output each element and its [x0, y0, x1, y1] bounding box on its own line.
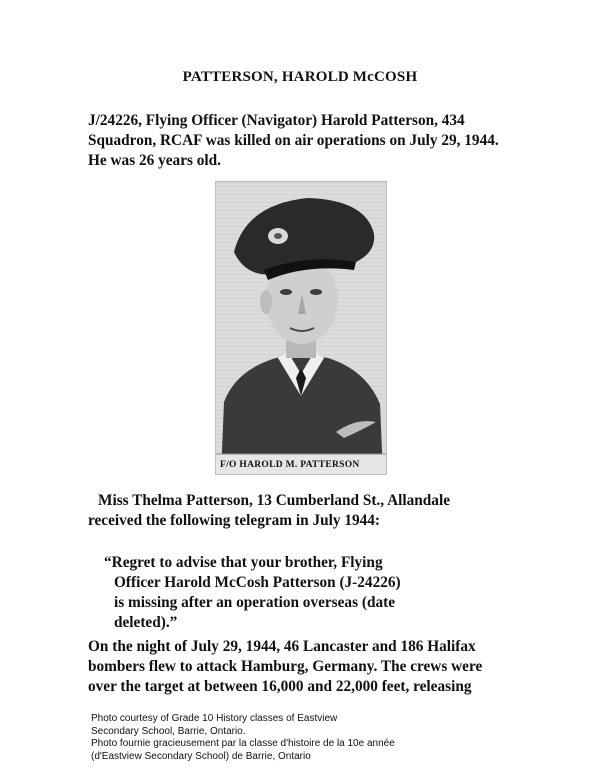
telegram-intro-paragraph — [88, 491, 528, 531]
intro-line: J/24226, Flying Officer (Navigator) Harold Patterson, 434 — [88, 112, 465, 129]
portrait-photo — [215, 181, 387, 475]
credit-line: Photo fournie gracieusement par la classe d'histoire de la 10e année — [91, 738, 395, 749]
narrative-line: On the night of July 29, 1944, 46 Lancaster and 186 Halifax — [88, 638, 476, 655]
intro-line: Squadron, RCAF was killed on air operations on July 29, 1944. — [88, 132, 499, 149]
telegram-intro-line: Miss Thelma Patterson, 13 Cumberland St., Allandale — [98, 492, 450, 509]
credit-line: (d'Eastview Secondary School) de Barrie, Ontario — [91, 750, 311, 762]
intro-paragraph — [88, 111, 528, 171]
telegram-quote — [104, 553, 524, 633]
quote-line: Officer Harold McCosh Patterson (J-24226) — [114, 574, 401, 591]
quote-line: deleted).” — [114, 614, 178, 631]
credit-line: Photo courtesy of Grade 10 History classes of Eastview — [91, 713, 338, 724]
narrative-line: over the target at between 16,000 and 22,000 feet, releasing — [88, 678, 472, 695]
photo-credits — [91, 713, 571, 763]
page-title: PATTERSON, HAROLD McCOSH — [182, 69, 418, 85]
narrative-line: bombers flew to attack Hamburg, Germany. The crews were — [88, 658, 483, 675]
quote-line: is missing after an operation overseas (date — [114, 594, 395, 611]
intro-line: He was 26 years old. — [88, 152, 221, 169]
telegram-intro-line: received the following telegram in July 1944: — [88, 512, 381, 529]
narrative-paragraph — [88, 637, 528, 697]
photo-caption: F/O HAROLD M. PATTERSON — [220, 460, 360, 470]
credit-line: Secondary School, Barrie, Ontario. — [91, 725, 246, 737]
quote-line: “Regret to advise that your brother, Flying — [104, 554, 383, 571]
